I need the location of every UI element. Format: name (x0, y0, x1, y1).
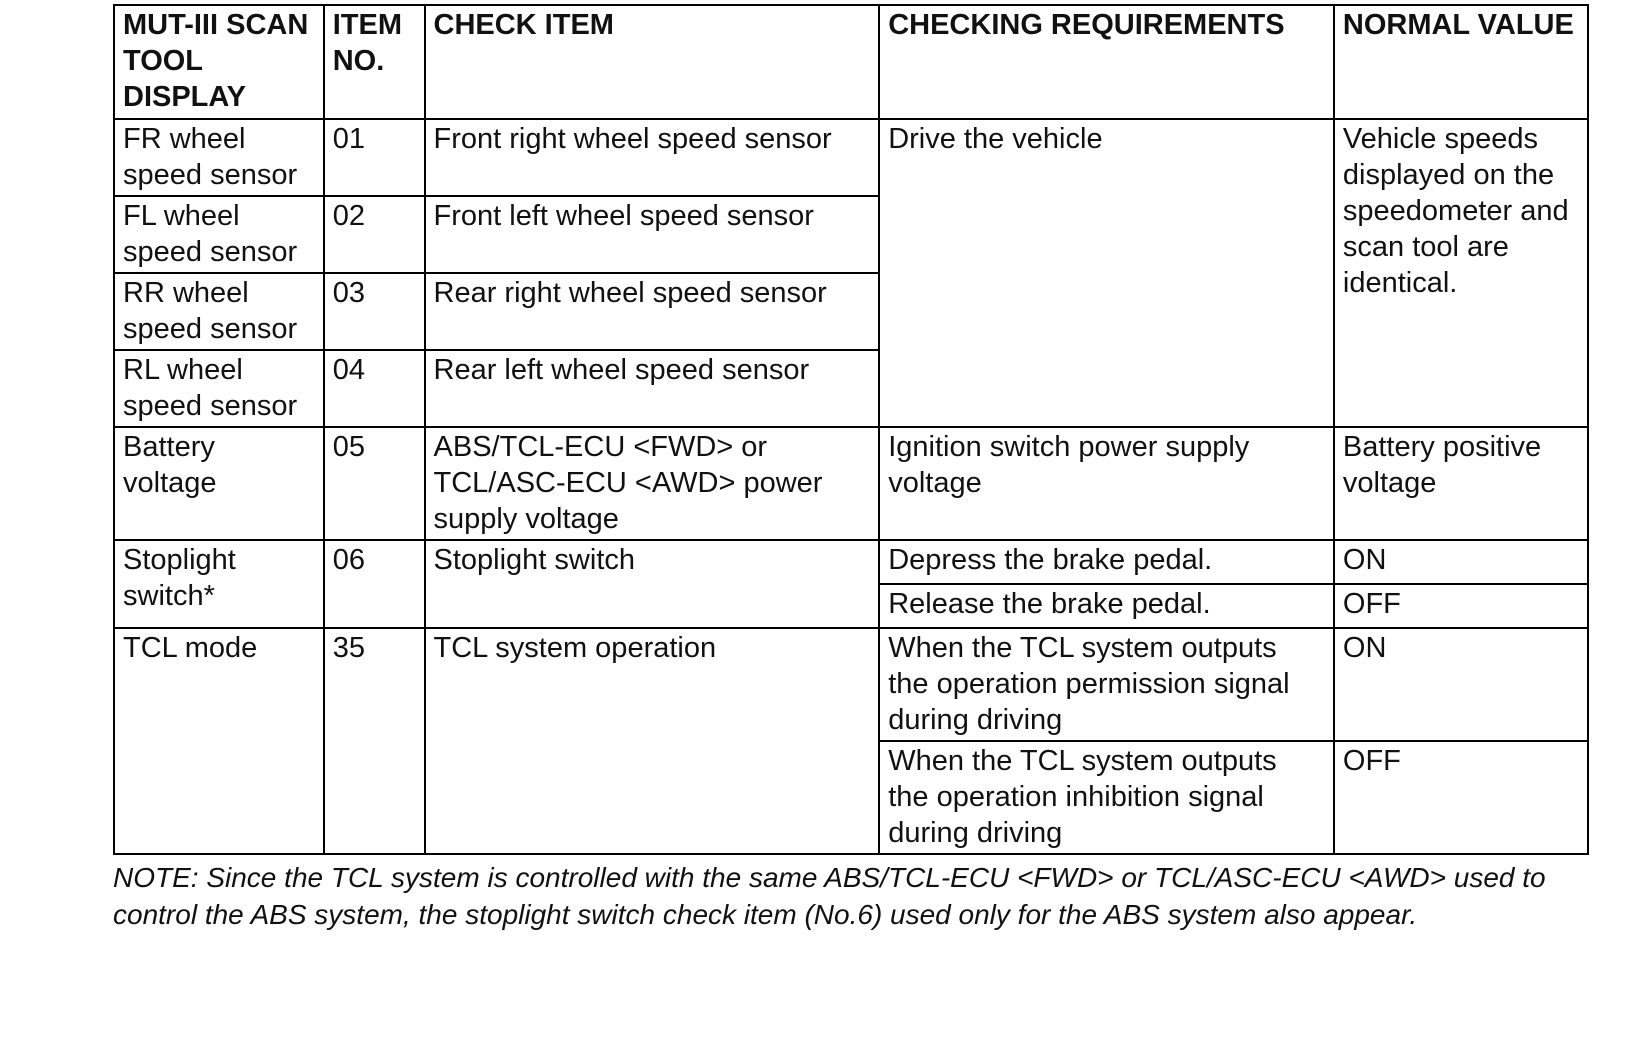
cell-requirement: Depress the brake pedal. (879, 540, 1334, 584)
cell-check-item: TCL system operation (425, 628, 880, 854)
cell-item-no: 04 (324, 350, 425, 427)
cell-requirement: When the TCL system outputs the operation permission signal during driving (879, 628, 1334, 741)
table-row (114, 628, 1588, 741)
cell-check-item: Rear left wheel speed sensor (425, 350, 880, 427)
cell-normal-value: Vehicle speeds displayed on the speedometer and scan tool are identical. (1334, 119, 1588, 427)
cell-display: Battery voltage (114, 427, 324, 540)
table-row (114, 119, 1588, 196)
header-check-item: CHECK ITEM (425, 5, 880, 119)
cell-normal-value: ON (1334, 628, 1588, 741)
cell-item-no: 03 (324, 273, 425, 350)
cell-display: RR wheel speed sensor (114, 273, 324, 350)
data-list-table (113, 4, 1589, 855)
cell-normal-value: ON (1334, 540, 1588, 584)
cell-item-no: 02 (324, 196, 425, 273)
cell-item-no: 35 (324, 628, 425, 854)
cell-item-no: 06 (324, 540, 425, 628)
header-row (114, 5, 1588, 119)
header-item-no: ITEM NO. (324, 5, 425, 119)
cell-check-item: Rear right wheel speed sensor (425, 273, 880, 350)
cell-requirement: Release the brake pedal. (879, 584, 1334, 628)
cell-requirement: Ignition switch power supply voltage (879, 427, 1334, 540)
cell-display: FL wheel speed sensor (114, 196, 324, 273)
table-row (114, 427, 1588, 540)
cell-check-item: Front left wheel speed sensor (425, 196, 880, 273)
cell-check-item: Stoplight switch (425, 540, 880, 628)
cell-normal-value: OFF (1334, 584, 1588, 628)
header-checking-requirements: CHECKING REQUIREMENTS (879, 5, 1334, 119)
header-normal-value: NORMAL VALUE (1334, 5, 1588, 119)
table-row (114, 540, 1588, 584)
cell-check-item: Front right wheel speed sensor (425, 119, 880, 196)
document-page (113, 4, 1589, 933)
cell-display: FR wheel speed sensor (114, 119, 324, 196)
cell-item-no: 05 (324, 427, 425, 540)
cell-requirement: When the TCL system outputs the operation inhibition signal during driving (879, 741, 1334, 854)
cell-requirement: Drive the vehicle (879, 119, 1334, 427)
cell-normal-value: OFF (1334, 741, 1588, 854)
cell-check-item: ABS/TCL-ECU <FWD> or TCL/ASC-ECU <AWD> power supply voltage (425, 427, 880, 540)
cell-normal-value: Battery positive voltage (1334, 427, 1588, 540)
header-scan-tool-display: MUT-III SCAN TOOL DISPLAY (114, 5, 324, 119)
cell-item-no: 01 (324, 119, 425, 196)
cell-display: RL wheel speed sensor (114, 350, 324, 427)
table-note: NOTE: Since the TCL system is controlled with the same ABS/TCL-ECU <FWD> or TCL/ASC-ECU <AWD> used to control the ABS system, the stoplight switch check item (No.6) used only for the ABS system also appear. (113, 862, 1546, 930)
cell-display: TCL mode (114, 628, 324, 854)
cell-display: Stoplight switch* (114, 540, 324, 628)
